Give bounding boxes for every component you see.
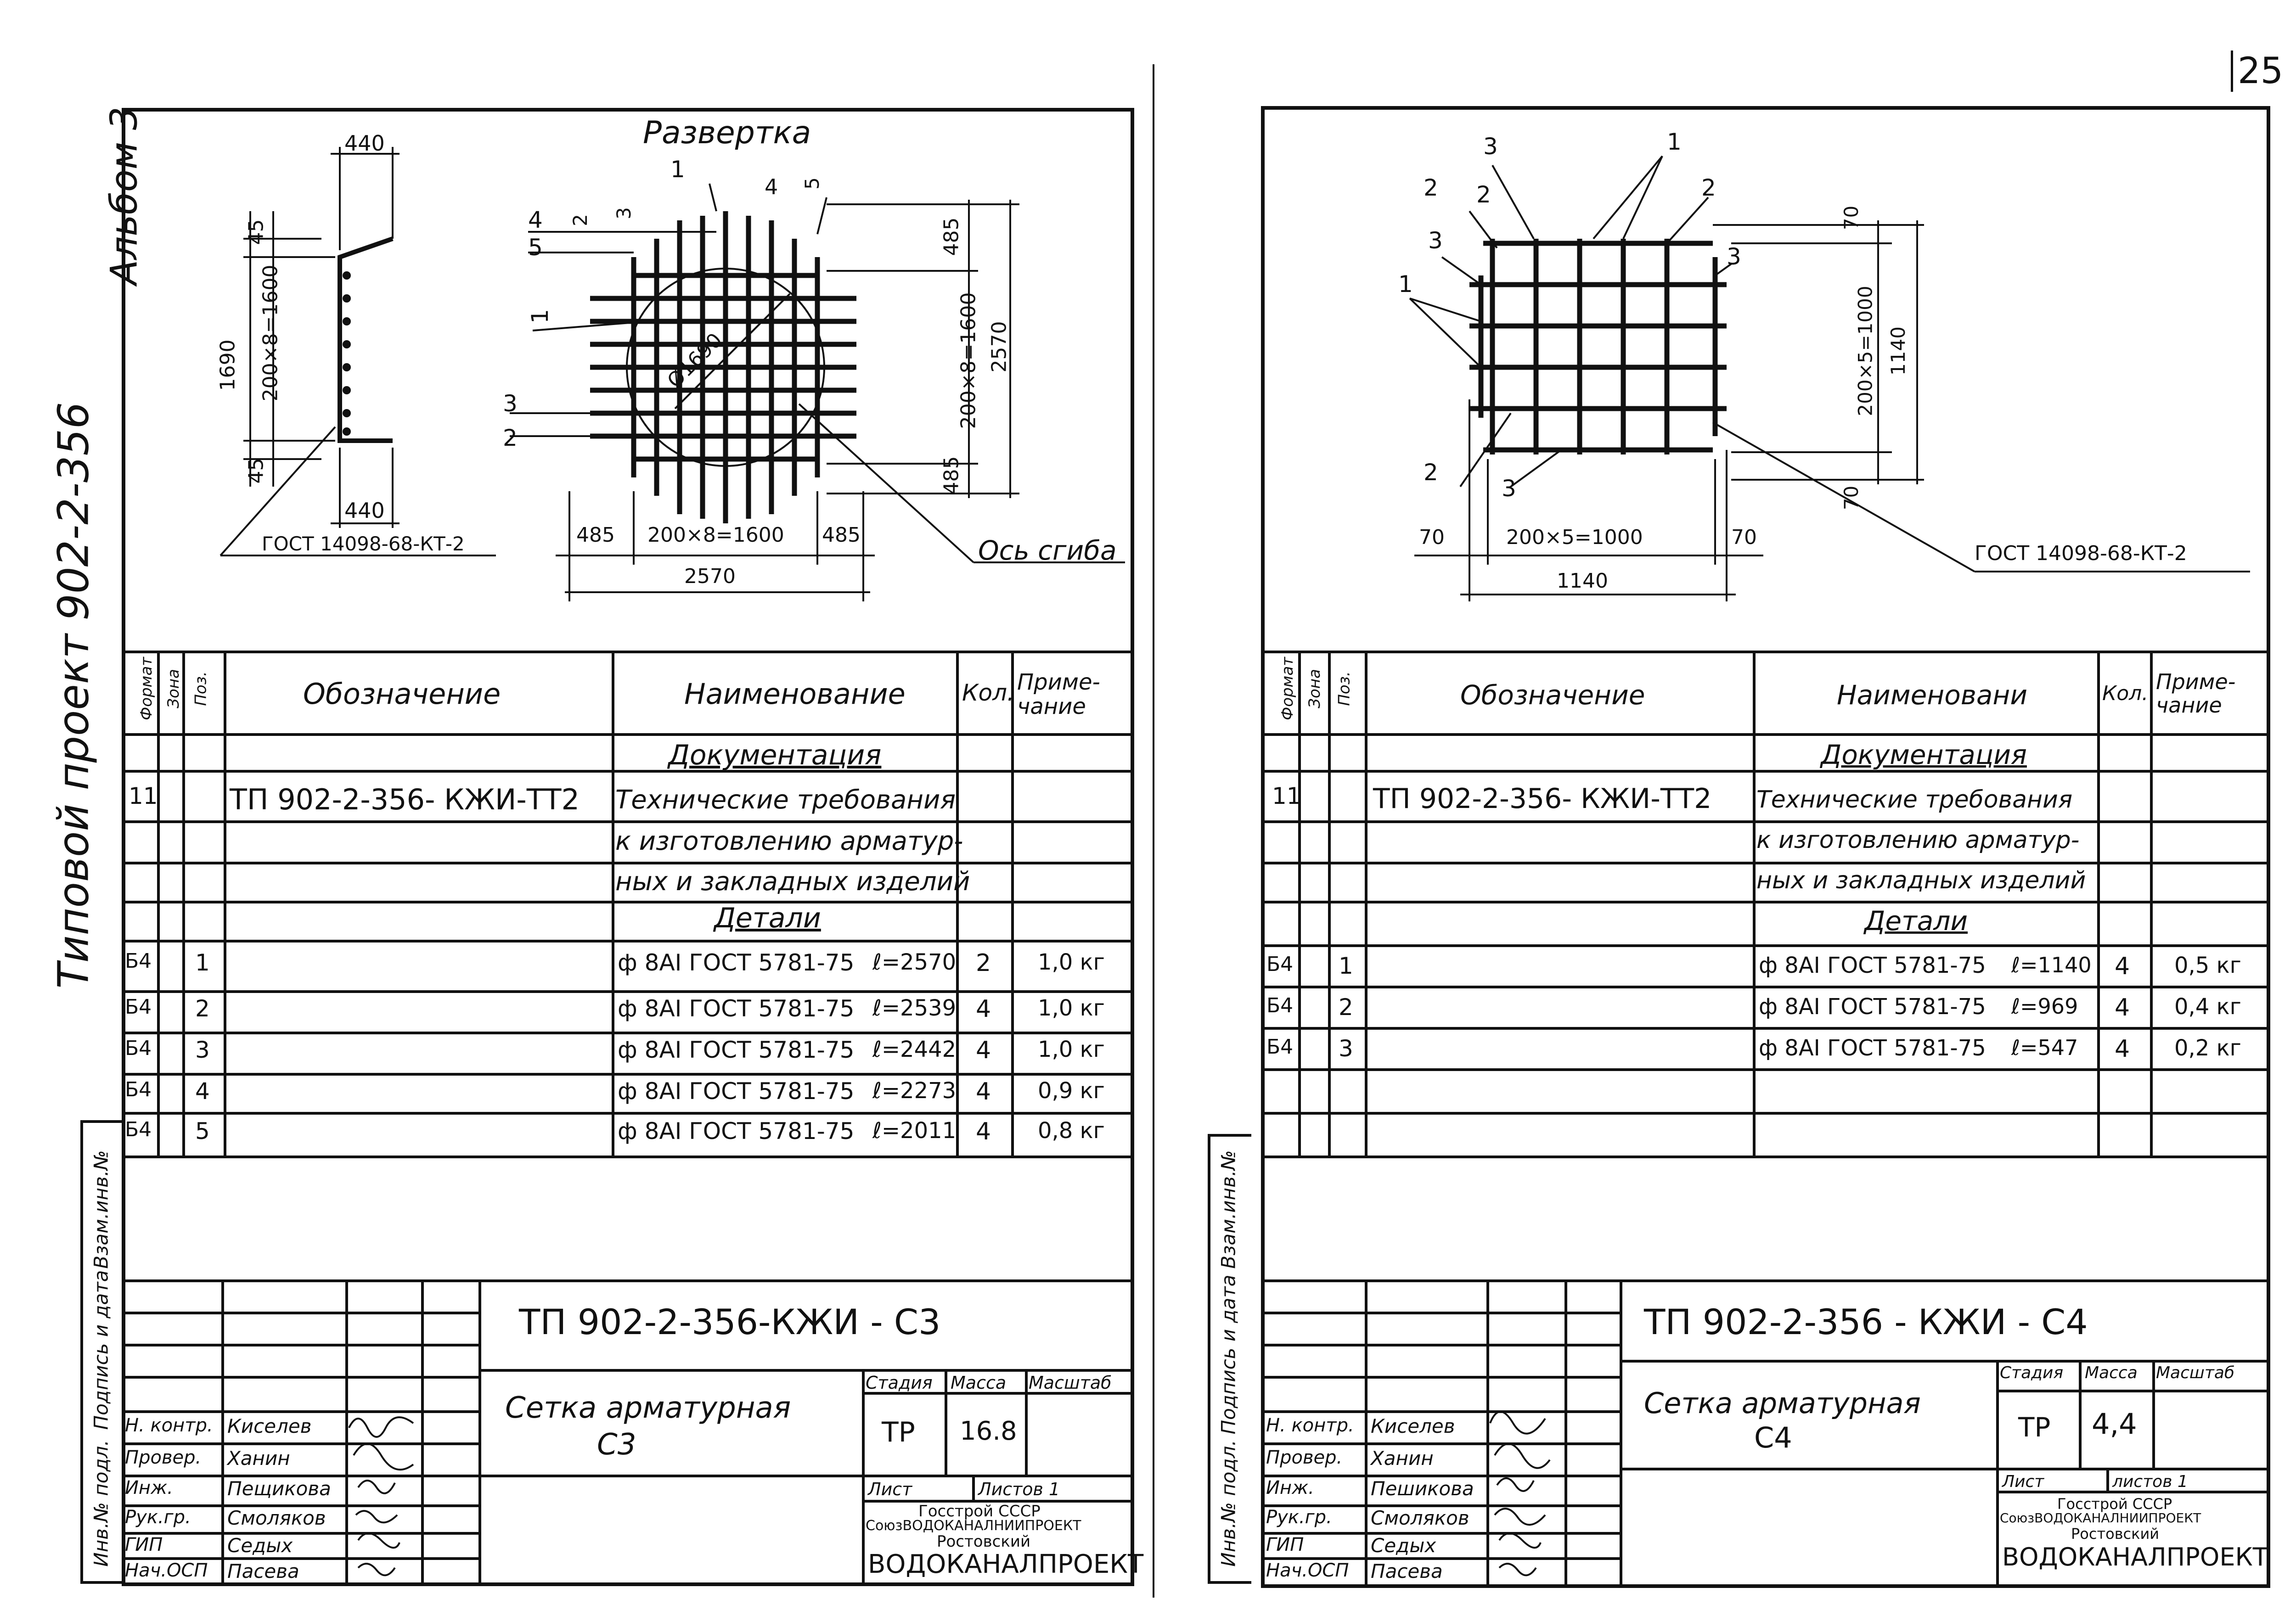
doc-name-3: ных и закладных изделий: [615, 867, 970, 897]
stamp-stage-label: Стадия: [866, 1373, 933, 1393]
r-stamp-role: Инж.: [1266, 1477, 1314, 1498]
stamp-role: Нач.ОСП: [125, 1560, 208, 1581]
r-row-note: 0,2 кг: [2174, 1035, 2241, 1061]
stamp-org-3: Ростовский: [937, 1532, 1031, 1551]
row-qty: 4: [976, 1078, 991, 1105]
margin-field-replace-r: Взам.инв.№: [1217, 1150, 1240, 1269]
row-format: Б4: [125, 949, 152, 973]
r-stamp-role: Н. контр.: [1266, 1415, 1354, 1436]
r-doc-format: 11: [1272, 783, 1301, 809]
r-pos-2c: 2: [1701, 174, 1716, 201]
r-pos-2b: 2: [1476, 181, 1491, 208]
dim-2570-r: 2570: [987, 321, 1011, 373]
r-dim-200x5-v: 200×5=1000: [1854, 286, 1877, 416]
row-note: 0,8 кг: [1038, 1118, 1105, 1144]
r-section-parts: Детали: [1864, 905, 1968, 937]
r-row-qty: 4: [2115, 953, 2130, 980]
row-format: Б4: [125, 1078, 152, 1101]
unfold-title: Развертка: [643, 115, 811, 151]
r-stamp-org-2: СоюзВОДОКАНАЛНИИПРОЕКТ: [2000, 1510, 2201, 1526]
r-stamp-role: Провер.: [1266, 1447, 1343, 1468]
r-row-format: Б4: [1266, 953, 1294, 976]
hdr-designation: Обозначение: [303, 677, 501, 711]
stamp-person: Ханин: [227, 1447, 290, 1470]
row-note: 1,0 кг: [1038, 949, 1105, 975]
pos-3-top: 3: [612, 207, 635, 219]
stamp-person: Пещикова: [227, 1477, 331, 1500]
row-format: Б4: [125, 995, 152, 1019]
r-stamp-code: ТП 902-2-356 - КЖИ - С4: [1644, 1301, 2088, 1342]
stamp-org-2: СоюзВОДОКАНАЛНИИПРОЕКТ: [866, 1518, 1081, 1534]
r-stamp-org-big: ВОДОКАНАЛПРОЕКТ: [2002, 1543, 2268, 1571]
r-row-len: ℓ=547: [2011, 1035, 2078, 1060]
r-stamp-person: Пасева: [1371, 1560, 1443, 1582]
r-stamp-person: Седых: [1371, 1534, 1436, 1557]
stamp-sheets-label: Листов 1: [978, 1479, 1060, 1499]
dim-200x8-h: 200×8=1600: [647, 523, 784, 547]
r-hdr-pos: Поз.: [1335, 671, 1354, 706]
section-parts: Детали: [714, 902, 821, 934]
stamp-person: Киселев: [227, 1415, 312, 1437]
row-qty: 4: [976, 1118, 991, 1145]
row-pos: 2: [195, 995, 210, 1022]
r-stamp-mass-label: Масса: [2085, 1363, 2138, 1382]
stamp-person: Пасева: [227, 1560, 299, 1582]
r-row-name: ф 8АI ГОСТ 5781-75: [1759, 953, 1986, 978]
r-stamp-stage-label: Стадия: [2000, 1363, 2064, 1382]
section-doc: Документация: [668, 739, 882, 771]
dim-440-bot: 440: [344, 498, 385, 523]
dim-45-b: 45: [244, 458, 268, 484]
row-note: 0,9 кг: [1038, 1078, 1105, 1104]
stamp-stage: ТР: [882, 1416, 915, 1448]
row-name: ф 8АI ГОСТ 5781-75: [618, 995, 855, 1022]
stamp-title-2: С3: [597, 1428, 636, 1462]
row-pos: 4: [195, 1078, 210, 1105]
r-dim-1140-v: 1140: [1886, 326, 1909, 376]
stamp-scale-label: Масштаб: [1029, 1373, 1112, 1393]
hdr-name: Наименование: [684, 677, 906, 711]
r-hdr-name: Наименовани: [1837, 679, 2028, 711]
row-format: Б4: [125, 1118, 152, 1141]
bend-axis-label: Ось сгиба: [978, 535, 1117, 566]
stamp-org-big: ВОДОКАНАЛПРОЕКТ: [868, 1549, 1144, 1579]
r-row-format: Б4: [1266, 1035, 1294, 1059]
hdr-qty: Кол.: [962, 679, 1014, 706]
pos-5-label: 5: [528, 234, 543, 261]
r-stamp-stage: ТР: [2018, 1412, 2051, 1443]
r-row-note: 0,5 кг: [2174, 953, 2241, 978]
pos-5-top: 5: [800, 177, 823, 190]
r-hdr-format: Формат: [1278, 657, 1297, 720]
r-stamp-role: ГИП: [1266, 1534, 1304, 1555]
doc-name-2: к изготовлению арматур-: [615, 826, 963, 856]
r-stamp-role: Рук.гр.: [1266, 1507, 1332, 1528]
row-pos: 1: [195, 949, 210, 976]
row-pos: 3: [195, 1037, 210, 1063]
r-dim-1140-h: 1140: [1557, 569, 1608, 593]
r-stamp-person: Пешикова: [1371, 1477, 1474, 1500]
row-qty: 2: [976, 949, 991, 977]
dim-485-l: 485: [576, 523, 615, 547]
row-len: ℓ=2011: [872, 1118, 957, 1144]
row-format: Б4: [125, 1037, 152, 1060]
row-len: ℓ=2539: [872, 995, 957, 1021]
margin-field-inv-r: Инв.№ подл.: [1217, 1440, 1240, 1567]
r-row-len: ℓ=969: [2011, 994, 2078, 1019]
pos-2-label: 2: [503, 425, 518, 451]
r-doc-name-2: к изготовлению арматур-: [1756, 826, 2080, 854]
r-row-len: ℓ=1140: [2011, 953, 2092, 977]
r-row-qty: 4: [2115, 1035, 2130, 1063]
row-len: ℓ=2273: [872, 1078, 957, 1104]
pos-4-top: 4: [765, 174, 778, 199]
row-qty: 4: [976, 995, 991, 1023]
stamp-title-1: Сетка арматурная: [505, 1391, 791, 1425]
row-len: ℓ=2442: [872, 1037, 957, 1062]
r-stamp-org-3: Ростовский: [2071, 1525, 2160, 1543]
r-stamp-person: Смоляков: [1371, 1507, 1469, 1529]
row-note: 1,0 кг: [1038, 995, 1105, 1021]
stamp-role: Рук.гр.: [125, 1507, 191, 1528]
hdr-zone: Зона: [164, 669, 183, 708]
dim-2570-h: 2570: [684, 565, 736, 588]
pos-1-top: 1: [670, 156, 685, 183]
pos-4-label: 4: [528, 207, 543, 233]
r-pos-3a: 3: [1483, 133, 1498, 160]
stamp-role: Инж.: [125, 1477, 173, 1498]
row-len: ℓ=2570: [872, 949, 957, 975]
row-name: ф 8АI ГОСТ 5781-75: [618, 1078, 855, 1105]
r-row-pos: 2: [1339, 994, 1353, 1021]
pos-2-top: 2: [568, 214, 591, 226]
r-dim-70-l: 70: [1419, 526, 1445, 549]
project-label: Типовой проект 902-2-356: [49, 402, 98, 989]
r-pos-3d: 3: [1502, 475, 1516, 502]
r-hdr-qty: Кол.: [2102, 682, 2149, 705]
r-row-note: 0,4 кг: [2174, 994, 2241, 1020]
r-pos-3c: 3: [1727, 243, 1741, 270]
r-dim-70-r: 70: [1731, 526, 1757, 549]
r-stamp-person: Киселев: [1371, 1415, 1455, 1437]
r-stamp-person: Ханин: [1371, 1447, 1434, 1470]
pos-1-label: 1: [526, 309, 553, 324]
row-pos: 5: [195, 1118, 210, 1144]
r-stamp-scale-label: Масштаб: [2156, 1363, 2235, 1382]
dim-200x8-v: 200×8=1600: [259, 264, 282, 402]
r-pos-1b: 1: [1398, 271, 1413, 297]
r-row-qty: 4: [2115, 994, 2130, 1021]
dim-1690: 1690: [216, 339, 240, 391]
r-dim-70-top: 70: [1840, 205, 1863, 230]
r-dim-70-bot: 70: [1840, 485, 1863, 510]
dim-485-bot-r: 485: [940, 456, 963, 495]
margin-field-inv: Инв.№ подл.: [90, 1440, 113, 1567]
r-row-name: ф 8АI ГОСТ 5781-75: [1759, 994, 1986, 1020]
hdr-format: Формат: [137, 657, 156, 720]
r-dim-200x5-h: 200×5=1000: [1506, 526, 1643, 549]
stamp-role: Н. контр.: [125, 1415, 213, 1436]
r-doc-name-1: Технические требования: [1756, 786, 2073, 813]
r-pos-1a: 1: [1667, 129, 1682, 155]
dim-45-a: 45: [244, 219, 268, 245]
margin-field-replace: Взам.инв.№: [90, 1150, 113, 1269]
hdr-note: Приме-чание: [1017, 669, 1100, 719]
r-hdr-note: Приме-чание: [2156, 669, 2236, 718]
r-row-format: Б4: [1266, 994, 1294, 1017]
r-pos-3b: 3: [1428, 227, 1443, 254]
r-stamp-title-1: Сетка арматурная: [1644, 1386, 1921, 1420]
hdr-pos: Поз.: [191, 671, 210, 706]
stamp-person: Седых: [227, 1534, 293, 1557]
gost-label-left: ГОСТ 14098-68-КТ-2: [262, 533, 465, 555]
r-row-pos: 1: [1339, 953, 1353, 979]
doc-name-1: Технические требования: [615, 785, 956, 815]
c4-mesh: [1469, 239, 1727, 454]
stamp-person: Смоляков: [227, 1507, 326, 1529]
r-stamp-sheet-label: Лист: [2002, 1472, 2044, 1491]
r-doc-designation: ТП 902-2-356- КЖИ-ТТ2: [1373, 783, 1712, 815]
r-gost-label: ГОСТ 14098-68-КТ-2: [1975, 542, 2187, 565]
c3-mesh: [590, 211, 856, 523]
dim-200x8-r: 200×8=1600: [957, 292, 980, 429]
pos-3-label: 3: [503, 390, 518, 417]
margin-field-sign: Подпись и дата: [90, 1270, 113, 1430]
dim-485-r: 485: [822, 523, 861, 547]
stamp-org-1: Госстрой СССР: [918, 1502, 1041, 1520]
r-section-doc: Документация: [1821, 739, 2027, 770]
r-stamp-mass: 4,4: [2092, 1407, 2137, 1441]
album-label: Альбом 3: [102, 107, 146, 285]
r-stamp-title-2: С4: [1754, 1421, 1792, 1454]
stamp-code: ТП 902-2-356-КЖИ - С3: [519, 1301, 941, 1342]
doc-designation: ТП 902-2-356- КЖИ-ТТ2: [230, 783, 580, 816]
r-hdr-zone: Зона: [1305, 669, 1324, 708]
r-stamp-sheets-label: листов 1: [2112, 1472, 2188, 1491]
margin-field-sign-r: Подпись и дата: [1217, 1274, 1240, 1435]
row-note: 1,0 кг: [1038, 1037, 1105, 1062]
stamp-role: Провер.: [125, 1447, 202, 1468]
r-pos-2d: 2: [1424, 459, 1438, 486]
r-hdr-designation: Обозначение: [1460, 679, 1645, 711]
r-stamp-role: Нач.ОСП: [1266, 1560, 1349, 1581]
row-name: ф 8АI ГОСТ 5781-75: [618, 1037, 855, 1063]
dim-440-top: 440: [344, 131, 385, 156]
r-doc-name-3: ных и закладных изделий: [1756, 867, 2086, 894]
row-name: ф 8АI ГОСТ 5781-75: [618, 949, 855, 976]
r-row-name: ф 8АI ГОСТ 5781-75: [1759, 1035, 1986, 1061]
stamp-mass: 16.8: [960, 1416, 1017, 1446]
r-pos-2a: 2: [1424, 174, 1438, 201]
stamp-mass-label: Масса: [951, 1373, 1007, 1393]
doc-format: 11: [129, 783, 158, 809]
r-row-pos: 3: [1339, 1035, 1353, 1062]
row-qty: 4: [976, 1037, 991, 1064]
dia-label: Ø1690: [663, 328, 727, 393]
row-name: ф 8АI ГОСТ 5781-75: [618, 1118, 855, 1144]
r-stamp-org-1: Госстрой СССР: [2057, 1495, 2172, 1513]
dim-485-top-r: 485: [940, 217, 963, 256]
stamp-sheet-label: Лист: [868, 1479, 912, 1499]
page-number: 25: [2231, 50, 2283, 92]
stamp-role: ГИП: [125, 1534, 163, 1555]
